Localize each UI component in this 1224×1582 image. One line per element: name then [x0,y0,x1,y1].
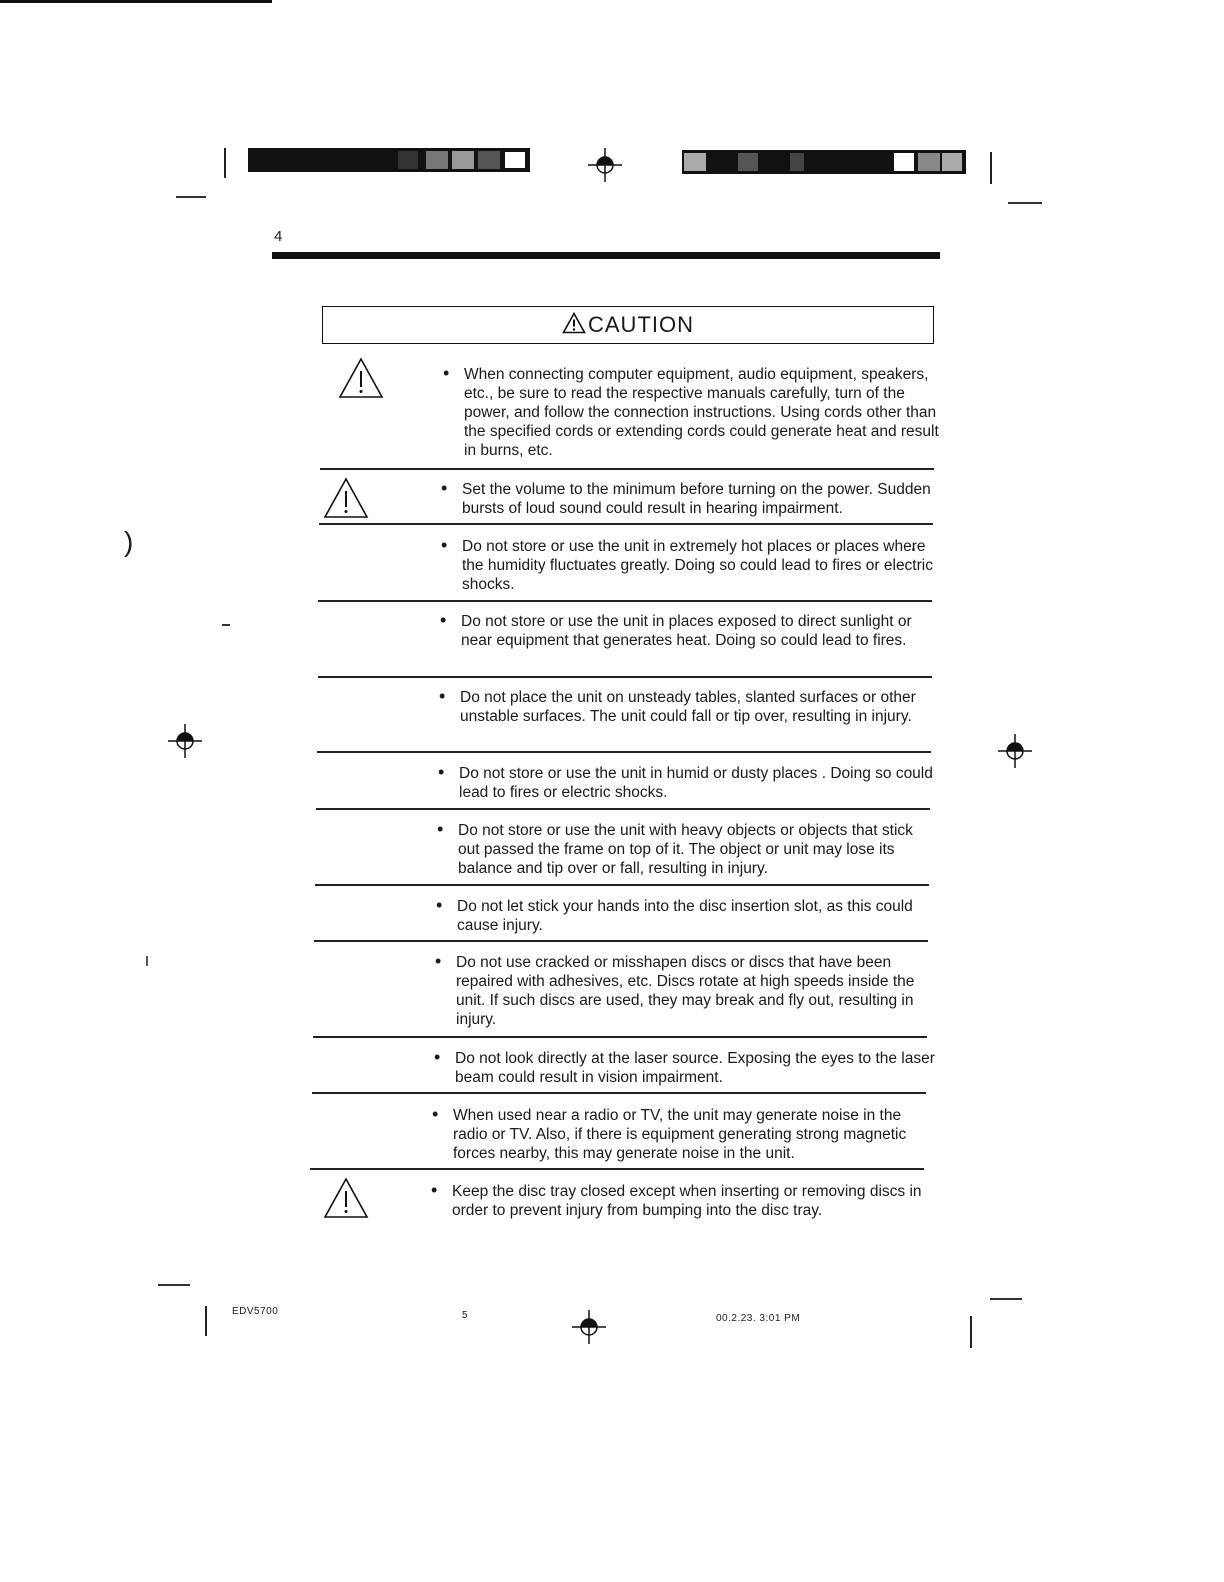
caution-text: Do not look directly at the laser source. Exposing the eyes to the laser beam could result in vision impairment. [455,1050,935,1086]
bullet: • [438,762,445,782]
bullet: • [439,686,446,706]
bullet: • [437,819,444,839]
header-rule [272,252,940,259]
divider [313,1036,927,1038]
divider [315,884,929,886]
margin-artifact: ) [124,526,134,557]
divider [316,808,930,810]
footer-model: EDV5700 [232,1306,279,1317]
warning-triangle-icon [337,356,385,400]
crop-mark [990,1298,1022,1300]
color-calibration-bar-right [682,150,966,174]
bullet: • [441,478,448,498]
registration-mark-icon [572,1310,606,1344]
footer-timestamp: 00.2.23. 3:01 PM [716,1313,801,1324]
divider [310,1168,924,1170]
crop-mark [970,1316,972,1348]
page-number: 4 [274,228,283,245]
caution-heading [322,306,934,344]
caution-text: Do not store or use the unit in places exposed to direct sunlight or near equipment that generates heat. Doing so could lead to fires. [461,613,912,649]
caution-text: When connecting computer equipment, audio equipment, speakers, etc., be sure to read the respective manuals carefully, turn of the power, and follow the connection instructions. Using cords other than the specified cords or extending cords could generate heat and result in burns, etc. [464,366,939,459]
caution-text: Do not store or use the unit in humid or dusty places . Doing so could lead to fires or electric shocks. [459,765,933,801]
crop-mark [990,152,992,184]
bullet: • [432,1104,439,1124]
margin-artifact [222,624,230,626]
registration-mark-icon [588,148,622,182]
crop-mark [176,196,206,198]
bullet: • [435,951,442,971]
caution-text: Do not place the unit on unsteady tables, slanted surfaces or other unstable surfaces. The unit could fall or tip over, resulting in injury. [460,689,916,725]
footer-sheet-number: 5 [462,1310,469,1321]
scan-speck [146,956,148,966]
divider [320,468,934,470]
crop-mark [158,1284,190,1286]
caution-text: When used near a radio or TV, the unit may generate noise in the radio or TV. Also, if there is equipment generating strong magnetic forces nearby, this may generate noise in the unit. [453,1107,907,1162]
caution-text: Do not let stick your hands into the disc insertion slot, as this could cause injury. [457,898,913,934]
divider [314,940,928,942]
caution-text: Do not use cracked or misshapen discs or discs that have been repaired with adhesives, etc. Discs rotate at high speeds inside the unit. If such discs are used, they may break and fly out, resulting in injury. [456,954,915,1028]
divider [318,676,932,678]
caution-text: Set the volume to the minimum before turning on the power. Sudden bursts of loud sound could result in hearing impairment. [462,481,931,517]
bullet: • [436,895,443,915]
registration-mark-icon [168,724,202,758]
caution-text: Do not store or use the unit with heavy objects or objects that stick out passed the frame on top of it. The object or unit may lose its balance and tip over or fall, resulting in injury. [458,822,913,877]
crop-mark [205,1306,207,1336]
crop-mark [224,148,226,178]
caution-title: CAUTION [588,312,694,337]
divider [317,751,931,753]
crop-mark [1008,202,1042,204]
divider [319,523,933,525]
bullet: • [434,1047,441,1067]
bullet: • [431,1180,438,1200]
warning-triangle-icon [562,312,586,334]
registration-mark-icon [998,734,1032,768]
bullet: • [441,535,448,555]
caution-text: Do not store or use the unit in extremely hot places or places where the humidity fluctuates greatly. Doing so could lead to fires or electric shocks. [462,538,933,593]
bullet: • [443,363,450,383]
divider [318,600,932,602]
top-edge-line [0,0,272,3]
color-calibration-bar-left [248,148,530,172]
warning-triangle-icon [322,476,370,520]
bullet: • [440,610,447,630]
warning-triangle-icon [322,1176,370,1220]
caution-text: Keep the disc tray closed except when inserting or removing discs in order to prevent injury from bumping into the disc tray. [452,1183,922,1219]
divider [312,1092,926,1094]
